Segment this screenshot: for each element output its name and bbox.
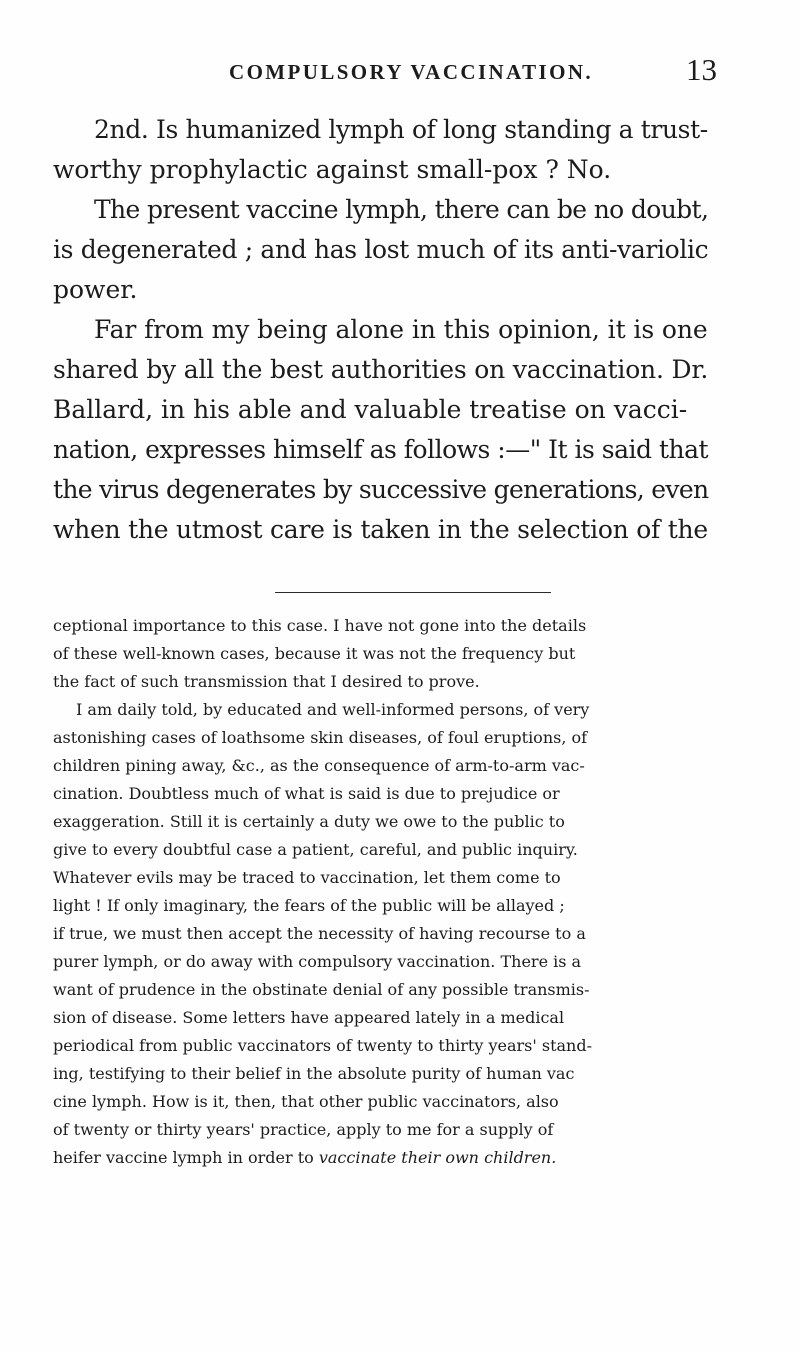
footnote-line: I am daily told, by educated and well-informed persons, of very bbox=[76, 700, 590, 719]
footnote-last-line-italic: vaccinate their own children. bbox=[318, 1148, 557, 1167]
footnote-line: of these well-known cases, because it was not the frequency but bbox=[53, 644, 576, 663]
running-title: COMPULSORY VACCINATION. bbox=[229, 60, 594, 84]
body-line: 2nd. Is humanized lymph of long standing a trust- bbox=[94, 115, 708, 144]
running-head bbox=[0, 52, 800, 90]
footnote-rule bbox=[275, 592, 551, 593]
footnote-last-line-roman: heifer vaccine lymph in order to bbox=[53, 1148, 319, 1167]
footnote-line: of twenty or thirty years' practice, apply to me for a supply of bbox=[53, 1120, 554, 1139]
footnote-line: purer lymph, or do away with compulsory vaccination. There is a bbox=[53, 952, 582, 971]
footnote-line: children pining away, &c., as the consequence of arm-to-arm vac- bbox=[53, 756, 585, 775]
footnote-line: light ! If only imaginary, the fears of the public will be allayed ; bbox=[53, 896, 565, 915]
body-line: Far from my being alone in this opinion, it is one bbox=[94, 315, 708, 344]
footnote-last-line bbox=[53, 1144, 556, 1172]
body-line: when the utmost care is taken in the selection of the bbox=[53, 515, 708, 544]
footnote-line: astonishing cases of loathsome skin diseases, of foul eruptions, of bbox=[53, 728, 588, 747]
footnote-line: periodical from public vaccinators of twenty to thirty years' stand- bbox=[53, 1036, 592, 1055]
body-line: power. bbox=[53, 275, 138, 304]
body-line: shared by all the best authorities on vaccination. Dr. bbox=[53, 355, 709, 384]
footnote-line: want of prudence in the obstinate denial of any possible transmis- bbox=[53, 980, 590, 999]
footnote-line: sion of disease. Some letters have appeared lately in a medical bbox=[53, 1008, 565, 1027]
body-line: nation, expresses himself as follows :—" It is said that bbox=[53, 435, 709, 464]
footnote-line: exaggeration. Still it is certainly a duty we owe to the public to bbox=[53, 812, 565, 831]
body-line: the virus degenerates by successive generations, even bbox=[53, 475, 709, 504]
footnote-line: give to every doubtful case a patient, careful, and public inquiry. bbox=[53, 840, 578, 859]
body-line: The present vaccine lymph, there can be no doubt, bbox=[94, 195, 709, 224]
footnote-line: if true, we must then accept the necessity of having recourse to a bbox=[53, 924, 586, 943]
footnote-line: cination. Doubtless much of what is said is due to prejudice or bbox=[53, 784, 560, 803]
body-line: worthy prophylactic against small-pox ? No. bbox=[53, 155, 612, 184]
footnote-line: Whatever evils may be traced to vaccination, let them come to bbox=[53, 868, 561, 887]
footnote-line: the fact of such transmission that I desired to prove. bbox=[53, 672, 480, 691]
footnote-line: ing, testifying to their belief in the absolute purity of human vac bbox=[53, 1064, 575, 1083]
body-line: Ballard, in his able and valuable treatise on vacci- bbox=[53, 395, 688, 424]
footnote-line: cine lymph. How is it, then, that other public vaccinators, also bbox=[53, 1092, 559, 1111]
footnote-line: ceptional importance to this case. I have not gone into the details bbox=[53, 616, 587, 635]
page-number: 13 bbox=[686, 52, 717, 87]
body-line: is degenerated ; and has lost much of its anti-variolic bbox=[53, 235, 709, 264]
